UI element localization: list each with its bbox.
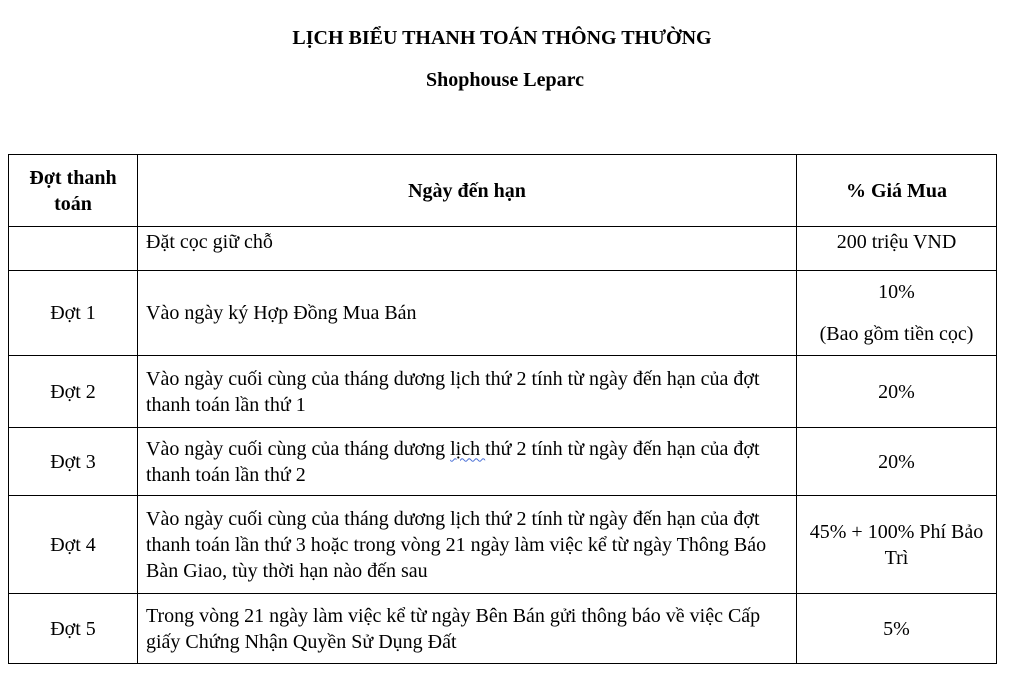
document-title: LỊCH BIỂU THANH TOÁN THÔNG THƯỜNG: [292, 27, 712, 49]
percent-cell: 20%: [797, 356, 997, 428]
table-row: [9, 356, 997, 428]
table-row: [9, 594, 997, 664]
round-cell: Đợt 1: [9, 271, 138, 356]
header-percent: % Giá Mua: [797, 155, 997, 227]
table-row: [9, 496, 997, 594]
spacer: [805, 305, 988, 321]
due-date-cell: Trong vòng 21 ngày làm việc kể từ ngày Bên Bán gửi thông báo về việc Cấp giấy Chứng Nhận Quyền Sử Dụng Đất: [138, 594, 797, 664]
table-row: [9, 271, 997, 356]
header-round: Đợt thanh toán: [9, 155, 138, 227]
payment-schedule-table: [8, 154, 997, 664]
due-date-text: thứ 2 tính từ ngày đến hạn của đợt thanh toán lần thứ 2: [146, 437, 760, 486]
spellcheck-marked-word: lịch: [450, 437, 486, 460]
deposit-round-cell: [9, 227, 138, 271]
header-due-date: Ngày đến hạn: [138, 155, 797, 227]
table-row: [9, 428, 997, 496]
due-date-cell: Vào ngày ký Hợp Đồng Mua Bán: [138, 271, 797, 356]
percent-cell: 20%: [797, 428, 997, 496]
round-cell: Đợt 5: [9, 594, 138, 664]
due-date-cell: Vào ngày cuối cùng của tháng dương lịch thứ 2 tính từ ngày đến hạn của đợt thanh toán lần thứ 3 hoặc trong vòng 21 ngày làm việc kể từ ngày Thông Báo Bàn Giao, tùy thời hạn nào đến sau: [138, 496, 797, 594]
deposit-percent-cell: 200 triệu VND: [797, 227, 997, 271]
percent-note: (Bao gồm tiền cọc): [819, 323, 974, 345]
deposit-due-date-cell: Đặt cọc giữ chỗ: [138, 227, 797, 271]
percent-cell: 5%: [797, 594, 997, 664]
due-date-text: Vào ngày cuối cùng của tháng dương: [146, 437, 451, 460]
round-cell: Đợt 4: [9, 496, 138, 594]
due-date-cell: Vào ngày cuối cùng của tháng dương lịch thứ 2 tính từ ngày đến hạn của đợt thanh toán lần thứ 1: [138, 356, 797, 428]
percent-cell: 45% + 100% Phí Bảo Trì: [797, 496, 997, 594]
table-row: [9, 227, 997, 271]
percent-value: 10%: [878, 281, 915, 303]
percent-cell: [797, 271, 997, 356]
round-cell: Đợt 2: [9, 356, 138, 428]
table-header-row: [9, 155, 997, 227]
round-cell: Đợt 3: [9, 428, 138, 496]
due-date-cell: [138, 428, 797, 496]
document-subtitle: Shophouse Leparc: [425, 69, 584, 91]
